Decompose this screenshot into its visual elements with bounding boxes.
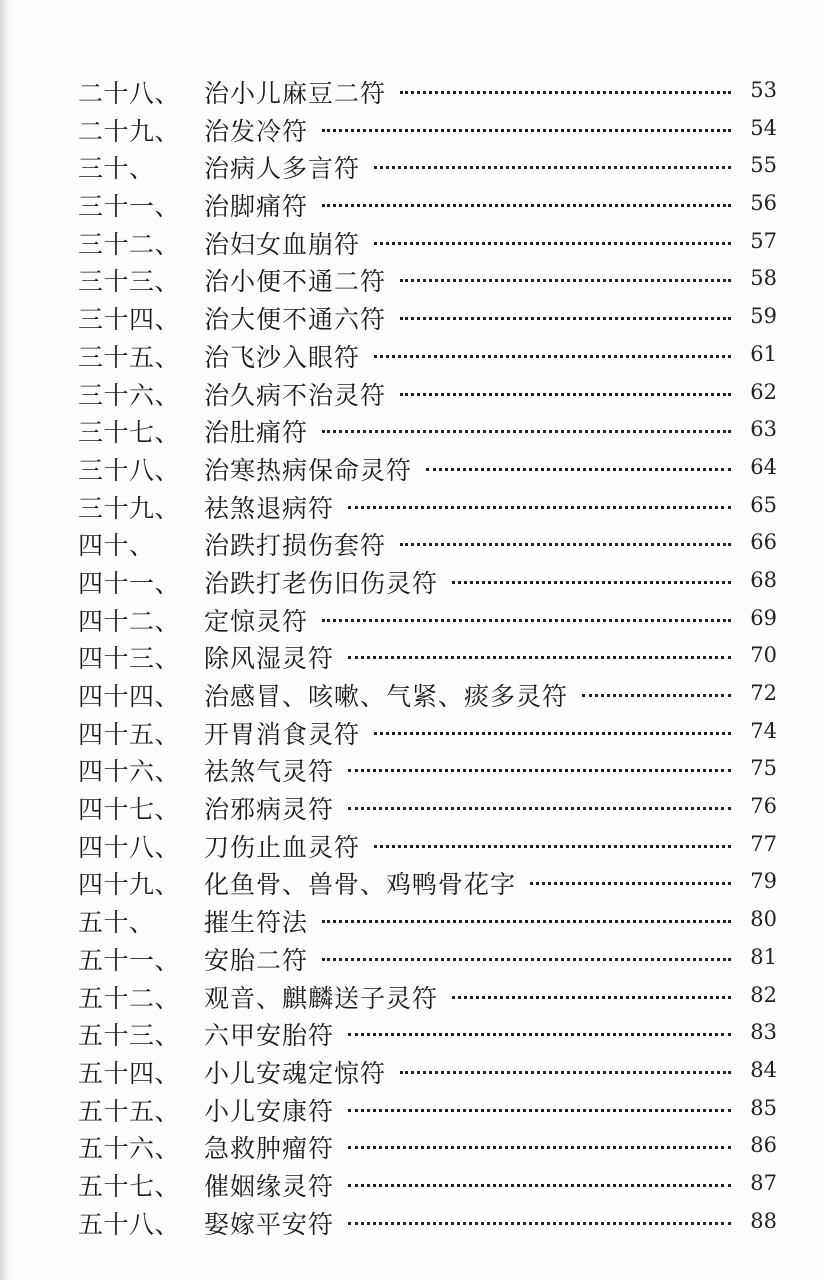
dot-leader (348, 807, 731, 810)
entry-number: 三十三、 (78, 267, 181, 297)
dot-leader (348, 506, 731, 509)
dot-leader (322, 430, 731, 433)
entry-number: 五十一、 (78, 945, 181, 975)
entry-number: 四十六、 (78, 757, 181, 787)
entry-title: 治妇女血崩符 (204, 229, 361, 259)
entry-title: 观音、麒麟送子灵符 (204, 983, 439, 1013)
entry-number: 四十一、 (78, 568, 181, 598)
entry-number: 三十九、 (78, 493, 181, 523)
entry-title: 治脚痛符 (204, 192, 309, 222)
entry-number: 五十七、 (78, 1171, 181, 1201)
entry-title: 化鱼骨、兽骨、鸡鸭骨花字 (204, 870, 517, 900)
entry-number: 三十七、 (78, 418, 181, 448)
entry-number: 五十六、 (78, 1134, 181, 1164)
entry-title: 安胎二符 (204, 945, 309, 975)
entry-number: 四十、 (78, 531, 155, 561)
dot-leader (400, 1071, 731, 1074)
entry-number: 三十八、 (78, 455, 181, 485)
entry-number: 三十五、 (78, 342, 181, 372)
entry-title: 治跌打老伤旧伤灵符 (204, 568, 439, 598)
entry-page-number: 54 (750, 115, 777, 140)
dot-leader (374, 845, 731, 848)
dot-leader (322, 958, 731, 961)
entry-title: 治邪病灵符 (204, 795, 335, 825)
entry-number: 四十二、 (78, 606, 181, 636)
toc-entry (0, 713, 829, 751)
toc-entry (0, 826, 829, 864)
toc-entry (0, 1165, 829, 1203)
dot-leader (348, 1146, 731, 1149)
dot-leader (400, 279, 731, 282)
entry-number: 五十二、 (78, 983, 181, 1013)
entry-title: 治感冒、咳嗽、气紧、痰多灵符 (204, 682, 569, 711)
entry-number: 四十四、 (78, 682, 181, 711)
dot-leader (530, 882, 731, 885)
entry-number: 四十九、 (78, 870, 181, 900)
entry-page-number: 75 (750, 756, 777, 781)
dot-leader (582, 694, 731, 697)
entry-title: 刀伤止血灵符 (204, 832, 361, 862)
entry-page-number: 65 (750, 492, 777, 517)
entry-title: 治寒热病保命灵符 (204, 455, 413, 485)
entry-title: 除风湿灵符 (204, 644, 335, 674)
dot-leader (426, 468, 731, 471)
toc-entry (0, 487, 829, 525)
toc-entry (0, 1052, 829, 1090)
entry-page-number: 77 (750, 831, 777, 856)
toc-entry (0, 524, 829, 562)
toc-entry (0, 411, 829, 449)
toc-entry (0, 147, 829, 185)
entry-title: 急救肿瘤符 (204, 1134, 335, 1164)
entry-page-number: 88 (750, 1208, 777, 1233)
toc-entry (0, 977, 829, 1015)
entry-title: 治发冷符 (204, 116, 309, 146)
toc-entry (0, 260, 829, 298)
entry-page-number: 69 (750, 605, 777, 630)
entry-page-number: 82 (750, 982, 777, 1007)
toc-entry (0, 788, 829, 826)
dot-leader (374, 166, 731, 169)
toc-entry (0, 675, 829, 713)
entry-title: 小儿安康符 (204, 1096, 335, 1126)
toc-entry (0, 637, 829, 675)
dot-leader (400, 393, 731, 396)
entry-page-number: 68 (750, 567, 777, 592)
entry-number: 三十一、 (78, 192, 181, 222)
entry-title: 摧生符法 (204, 908, 309, 938)
dot-leader (322, 129, 731, 132)
entry-title: 治肚痛符 (204, 418, 309, 448)
dot-leader (452, 581, 731, 584)
toc-entry (0, 185, 829, 223)
entry-page-number: 86 (750, 1133, 777, 1158)
toc-entry (0, 298, 829, 336)
entry-number: 五十、 (78, 908, 155, 938)
entry-number: 四十五、 (78, 719, 181, 749)
dot-leader (400, 543, 731, 546)
dot-leader (374, 355, 731, 358)
entry-title: 治飞沙入眼符 (204, 342, 361, 372)
entry-page-number: 83 (750, 1020, 777, 1045)
dot-leader (452, 996, 731, 999)
entry-page-number: 81 (750, 944, 777, 969)
dot-leader (322, 619, 731, 622)
entry-page-number: 70 (750, 643, 777, 668)
dot-leader (348, 1033, 731, 1036)
entry-number: 四十八、 (78, 832, 181, 862)
entry-title: 娶嫁平安符 (204, 1209, 335, 1239)
entry-page-number: 53 (750, 78, 777, 102)
toc-entry (0, 1014, 829, 1052)
entry-number: 三十二、 (78, 229, 181, 259)
dot-leader (348, 769, 731, 772)
entry-number: 五十五、 (78, 1096, 181, 1126)
entry-title: 小儿安魂定惊符 (204, 1058, 387, 1088)
entry-number: 四十三、 (78, 644, 181, 674)
entry-number: 四十七、 (78, 795, 181, 825)
toc-entry (0, 562, 829, 600)
entry-title: 催姻缘灵符 (204, 1171, 335, 1201)
entry-page-number: 58 (750, 266, 777, 291)
toc-entry (0, 1127, 829, 1165)
dot-leader (348, 1222, 731, 1225)
entry-page-number: 74 (750, 718, 777, 743)
entry-title: 治大便不通六符 (204, 305, 387, 335)
dot-leader (322, 920, 731, 923)
entry-page-number: 64 (750, 454, 777, 479)
toc-entry (0, 336, 829, 374)
toc-entry (0, 1203, 829, 1241)
entry-number: 二十九、 (78, 116, 181, 146)
toc-entry (0, 110, 829, 148)
toc-entry (0, 1090, 829, 1128)
entry-title: 六甲安胎符 (204, 1021, 335, 1051)
toc-entry (0, 374, 829, 412)
entry-number: 三十六、 (78, 380, 181, 410)
entry-number: 五十八、 (78, 1209, 181, 1239)
entry-page-number: 76 (750, 794, 777, 819)
entry-page-number: 84 (750, 1057, 777, 1082)
entry-page-number: 56 (750, 191, 777, 216)
toc-entry (0, 750, 829, 788)
entry-page-number: 85 (750, 1095, 777, 1120)
entry-page-number: 79 (750, 869, 777, 894)
entry-title: 祛煞气灵符 (204, 757, 335, 787)
entry-page-number: 57 (750, 228, 777, 253)
dot-leader (348, 656, 731, 659)
entry-title: 治久病不治灵符 (204, 380, 387, 410)
entry-title: 定惊灵符 (204, 606, 309, 636)
toc-entry (0, 600, 829, 638)
toc-entry (0, 449, 829, 487)
entry-title: 治病人多言符 (204, 154, 361, 184)
entry-title: 治小便不通二符 (204, 267, 387, 297)
dot-leader (348, 1109, 731, 1112)
entry-number: 三十四、 (78, 305, 181, 335)
entry-title: 治跌打损伤套符 (204, 531, 387, 561)
entry-page-number: 61 (750, 341, 777, 366)
toc-entry (0, 72, 829, 110)
entry-page-number: 62 (750, 379, 777, 404)
dot-leader (322, 204, 731, 207)
entry-number: 二十八、 (78, 79, 181, 108)
entry-page-number: 66 (750, 530, 777, 555)
toc-entry (0, 939, 829, 977)
entry-page-number: 63 (750, 417, 777, 442)
entry-number: 五十三、 (78, 1021, 181, 1051)
entry-page-number: 72 (750, 681, 777, 705)
dot-leader (400, 317, 731, 320)
dot-leader (348, 1184, 731, 1187)
entry-title: 开胃消食灵符 (204, 719, 361, 749)
entry-page-number: 87 (750, 1170, 777, 1195)
dot-leader (374, 242, 731, 245)
entry-number: 五十四、 (78, 1058, 181, 1088)
entry-page-number: 80 (750, 907, 777, 932)
toc-entry (0, 901, 829, 939)
entry-page-number: 55 (750, 153, 777, 178)
entry-title: 治小儿麻豆二符 (204, 79, 387, 108)
toc-entry (0, 863, 829, 901)
dot-leader (400, 91, 731, 94)
dot-leader (374, 732, 731, 735)
table-of-contents (0, 72, 829, 1240)
entry-title: 祛煞退病符 (204, 493, 335, 523)
toc-entry (0, 223, 829, 261)
entry-page-number: 59 (750, 304, 777, 329)
entry-number: 三十、 (78, 154, 155, 184)
